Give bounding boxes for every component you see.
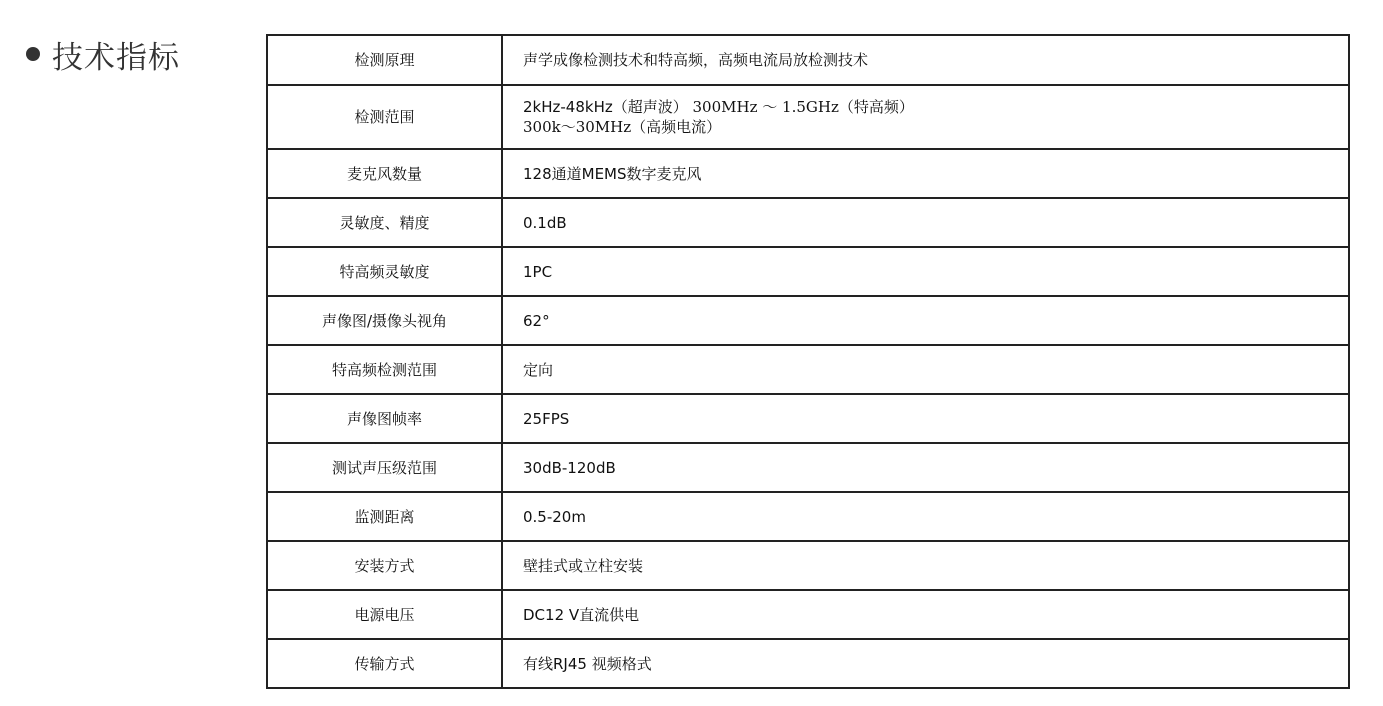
param-name: 特高频灵敏度: [267, 247, 502, 296]
value-line-1a: 2kHz-48kHz（超声波）: [523, 98, 688, 116]
value-line-1: [523, 97, 1328, 117]
section-title: 技术指标: [52, 39, 180, 76]
param-value: 62°: [502, 296, 1349, 345]
table-row: [267, 394, 1349, 443]
table-row: [267, 590, 1349, 639]
param-name: 测试声压级范围: [267, 443, 502, 492]
param-name: 检测原理: [267, 35, 502, 85]
table-row: [267, 35, 1349, 85]
param-name: 检测范围: [267, 85, 502, 149]
table-row: [267, 443, 1349, 492]
param-name: 声像图/摄像头视角: [267, 296, 502, 345]
param-value: 定向: [502, 345, 1349, 394]
param-name: 麦克风数量: [267, 149, 502, 198]
param-name: 传输方式: [267, 639, 502, 688]
param-value: 声学成像检测技术和特高频，高频电流局放检测技术: [502, 35, 1349, 85]
table-row: [267, 247, 1349, 296]
table-row: [267, 541, 1349, 590]
param-value: DC12 V直流供电: [502, 590, 1349, 639]
param-name: 监测距离: [267, 492, 502, 541]
param-name: 特高频检测范围: [267, 345, 502, 394]
table-row: [267, 149, 1349, 198]
value-line-2: 300k～30MHz（高频电流）: [523, 118, 722, 136]
table-row: [267, 85, 1349, 149]
param-value: 有线RJ45 视频格式: [502, 639, 1349, 688]
value-line-1b: 300MHz ～ 1.5GHz（特高频）: [692, 98, 914, 116]
section-heading: [26, 30, 180, 78]
spec-table: [266, 34, 1350, 689]
param-value: 128通道MEMS数字麦克风: [502, 149, 1349, 198]
bullet-dot-icon: [26, 47, 40, 61]
table-row: [267, 345, 1349, 394]
table-row: [267, 198, 1349, 247]
table-row: [267, 639, 1349, 688]
param-value: 壁挂式或立柱安装: [502, 541, 1349, 590]
param-value: 25FPS: [502, 394, 1349, 443]
param-name: 声像图帧率: [267, 394, 502, 443]
param-name: 灵敏度、精度: [267, 198, 502, 247]
param-name: 安装方式: [267, 541, 502, 590]
param-value: 1PC: [502, 247, 1349, 296]
param-name: 电源电压: [267, 590, 502, 639]
table-row: [267, 296, 1349, 345]
param-value: 0.1dB: [502, 198, 1349, 247]
table-row: [267, 492, 1349, 541]
param-value: 30dB-120dB: [502, 443, 1349, 492]
param-value: 0.5-20m: [502, 492, 1349, 541]
param-value: [502, 85, 1349, 149]
